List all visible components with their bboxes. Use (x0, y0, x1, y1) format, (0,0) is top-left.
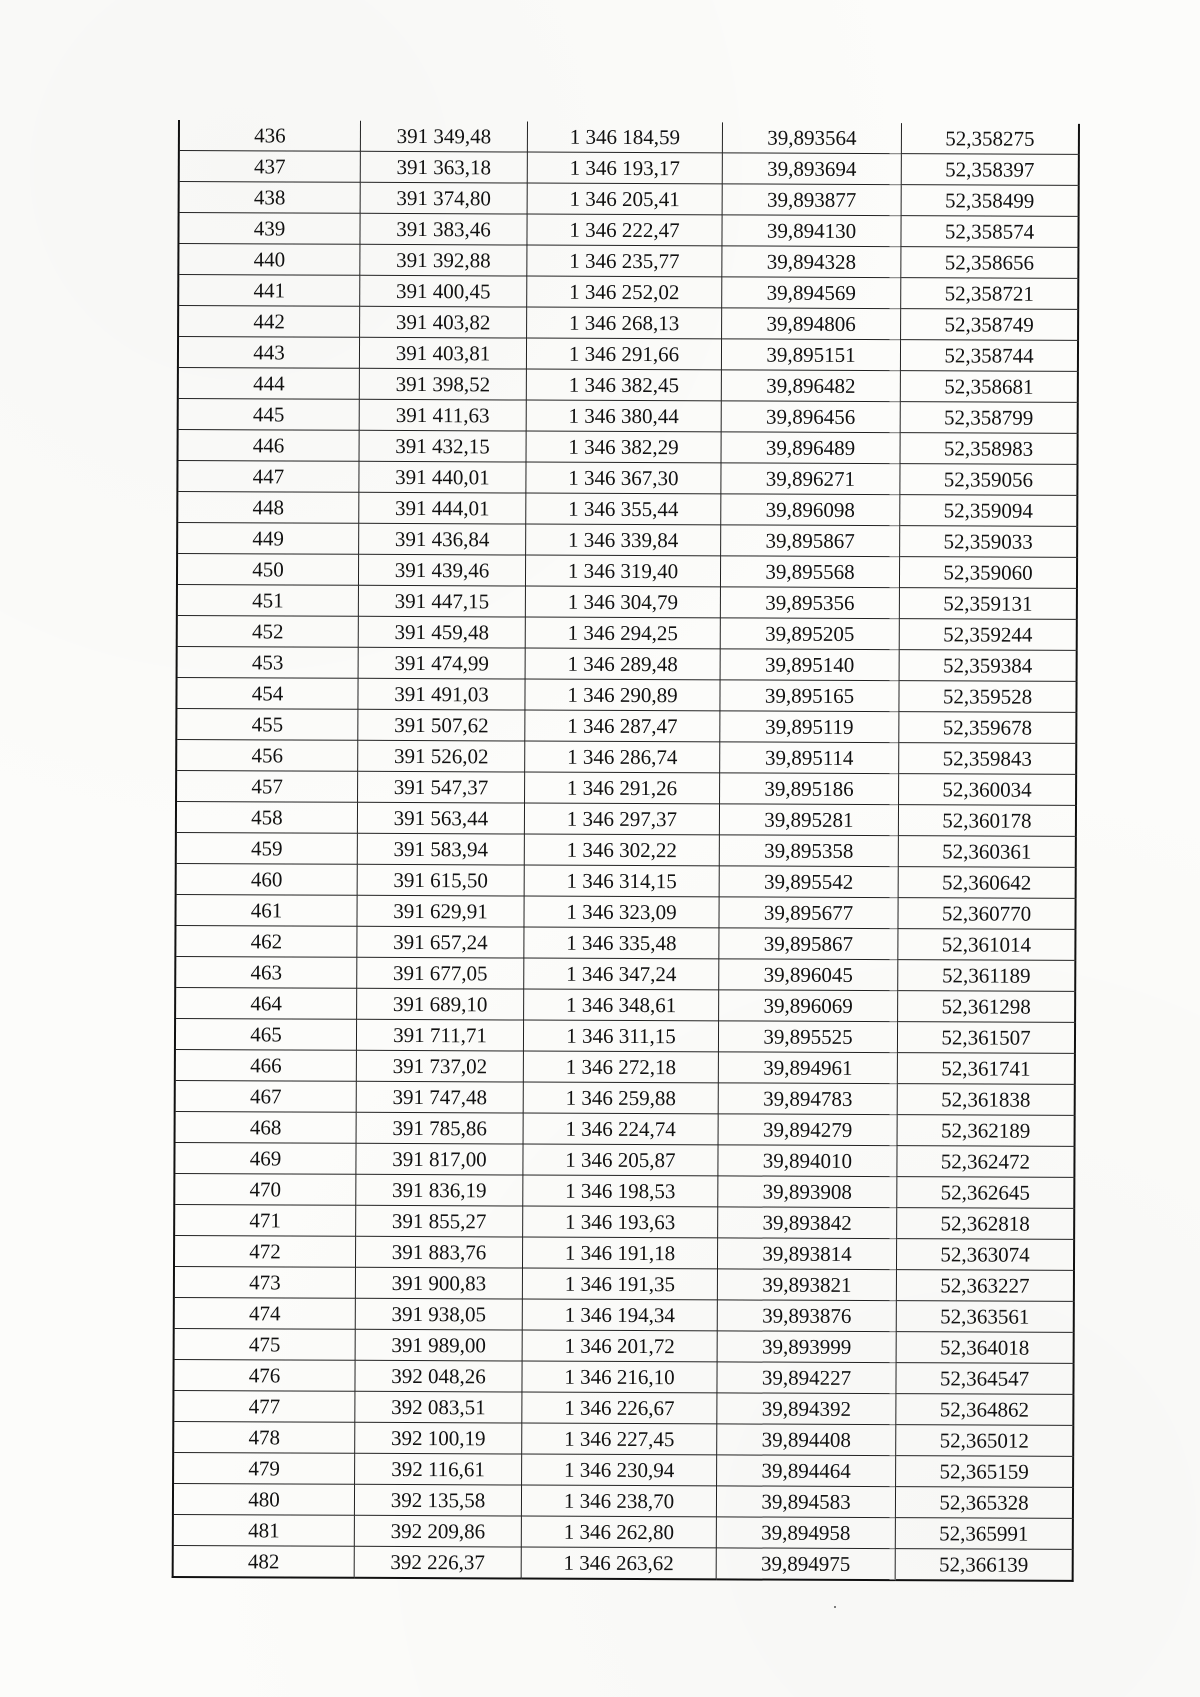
x-coordinate-cell: 392 100,19 (355, 1422, 522, 1454)
point-number-cell: 450 (177, 554, 359, 586)
table-row (178, 368, 1078, 403)
y-coordinate-cell: 1 346 216,10 (522, 1361, 717, 1393)
point-number-cell: 482 (173, 1545, 355, 1577)
table-row (173, 1390, 1073, 1425)
y-coordinate-cell: 1 346 314,15 (524, 865, 719, 897)
y-coordinate-cell: 1 346 380,44 (526, 400, 721, 432)
table-row (173, 1514, 1073, 1549)
table-row (173, 1421, 1073, 1456)
longitude-cell: 39,894569 (722, 277, 901, 309)
longitude-cell: 39,895140 (720, 649, 899, 681)
point-number-cell: 465 (175, 1018, 357, 1050)
table-row (178, 306, 1078, 341)
y-coordinate-cell: 1 346 230,94 (522, 1454, 717, 1486)
latitude-cell: 52,361298 (898, 991, 1076, 1023)
longitude-cell: 39,895542 (719, 866, 898, 898)
point-number-cell: 475 (174, 1328, 356, 1360)
x-coordinate-cell: 391 439,46 (358, 554, 525, 586)
latitude-cell: 52,362645 (897, 1177, 1075, 1209)
longitude-cell: 39,893999 (717, 1331, 896, 1363)
y-coordinate-cell: 1 346 339,84 (526, 524, 721, 556)
x-coordinate-cell: 391 629,91 (357, 895, 524, 927)
y-coordinate-cell: 1 346 272,18 (523, 1051, 718, 1083)
table-row (178, 430, 1078, 465)
table-row (177, 646, 1077, 681)
table-row (177, 615, 1077, 650)
latitude-cell: 52,359033 (900, 526, 1078, 558)
latitude-cell: 52,363074 (896, 1239, 1074, 1271)
table-row (179, 151, 1079, 186)
y-coordinate-cell: 1 346 224,74 (523, 1113, 718, 1145)
longitude-cell: 39,894392 (717, 1393, 896, 1425)
y-coordinate-cell: 1 346 191,35 (522, 1268, 717, 1300)
y-coordinate-cell: 1 346 311,15 (523, 1020, 718, 1052)
y-coordinate-cell: 1 346 227,45 (522, 1423, 717, 1455)
point-number-cell: 449 (177, 523, 359, 555)
longitude-cell: 39,896489 (721, 432, 900, 464)
longitude-cell: 39,895867 (721, 525, 900, 557)
latitude-cell: 52,361014 (898, 929, 1076, 961)
y-coordinate-cell: 1 346 184,59 (527, 122, 722, 153)
y-coordinate-cell: 1 346 235,77 (527, 245, 722, 277)
point-number-cell: 480 (173, 1483, 355, 1515)
x-coordinate-cell: 391 491,03 (358, 678, 525, 710)
table-row (178, 244, 1078, 279)
table-row (176, 677, 1076, 712)
table-row (175, 894, 1075, 929)
y-coordinate-cell: 1 346 289,48 (525, 648, 720, 680)
latitude-cell: 52,360178 (898, 805, 1076, 837)
table-row (175, 956, 1075, 991)
table-row (175, 1018, 1075, 1053)
y-coordinate-cell: 1 346 226,67 (522, 1392, 717, 1424)
y-coordinate-cell: 1 346 355,44 (526, 493, 721, 525)
latitude-cell: 52,362472 (897, 1146, 1075, 1178)
y-coordinate-cell: 1 346 302,22 (524, 834, 719, 866)
table-row (176, 832, 1076, 867)
longitude-cell: 39,896456 (721, 401, 900, 433)
latitude-cell: 52,359843 (899, 743, 1077, 775)
longitude-cell: 39,893908 (718, 1176, 897, 1208)
point-number-cell: 463 (175, 956, 357, 988)
table-row (176, 708, 1076, 743)
longitude-cell: 39,893842 (718, 1207, 897, 1239)
point-number-cell: 439 (178, 213, 360, 245)
y-coordinate-cell: 1 346 205,87 (523, 1144, 718, 1176)
latitude-cell: 52,365991 (895, 1518, 1073, 1550)
table-row (174, 1173, 1074, 1208)
y-coordinate-cell: 1 346 238,70 (521, 1485, 716, 1517)
x-coordinate-cell: 391 583,94 (357, 833, 524, 865)
point-number-cell: 454 (176, 677, 358, 709)
table-row (178, 213, 1078, 248)
y-coordinate-cell: 1 346 367,30 (526, 462, 721, 494)
y-coordinate-cell: 1 346 323,09 (524, 896, 719, 928)
longitude-cell: 39,894130 (722, 215, 901, 247)
x-coordinate-cell: 391 349,48 (360, 121, 527, 152)
latitude-cell: 52,364547 (896, 1363, 1074, 1395)
point-number-cell: 479 (173, 1452, 355, 1484)
table-row (173, 1545, 1073, 1580)
point-number-cell: 445 (178, 399, 360, 431)
y-coordinate-cell: 1 346 259,88 (523, 1082, 718, 1114)
y-coordinate-cell: 1 346 287,47 (525, 710, 720, 742)
x-coordinate-cell: 391 989,00 (355, 1329, 522, 1361)
longitude-cell: 39,896482 (721, 370, 900, 402)
x-coordinate-cell: 391 938,05 (355, 1298, 522, 1330)
longitude-cell: 39,894279 (718, 1114, 897, 1146)
y-coordinate-cell: 1 346 193,63 (523, 1206, 718, 1238)
point-number-cell: 473 (174, 1266, 356, 1298)
longitude-cell: 39,895867 (719, 928, 898, 960)
x-coordinate-cell: 391 563,44 (357, 802, 524, 834)
y-coordinate-cell: 1 346 347,24 (524, 958, 719, 990)
latitude-cell: 52,358574 (901, 216, 1079, 248)
latitude-cell: 52,365159 (896, 1456, 1074, 1488)
x-coordinate-cell: 392 116,61 (355, 1453, 522, 1485)
x-coordinate-cell: 391 657,24 (357, 926, 524, 958)
longitude-cell: 39,893564 (722, 122, 901, 153)
table-row (175, 1111, 1075, 1146)
longitude-cell: 39,894583 (716, 1486, 895, 1518)
point-number-cell: 468 (175, 1111, 357, 1143)
y-coordinate-cell: 1 346 382,29 (526, 431, 721, 463)
latitude-cell: 52,358721 (901, 278, 1079, 310)
y-coordinate-cell: 1 346 294,25 (525, 617, 720, 649)
x-coordinate-cell: 391 711,71 (356, 1019, 523, 1051)
longitude-cell: 39,894010 (718, 1145, 897, 1177)
latitude-cell: 52,359678 (899, 712, 1077, 744)
x-coordinate-cell: 391 817,00 (356, 1143, 523, 1175)
table-row (173, 1483, 1073, 1518)
x-coordinate-cell: 391 447,15 (358, 585, 525, 617)
table-row (176, 739, 1076, 774)
latitude-cell: 52,362818 (897, 1208, 1075, 1240)
longitude-cell: 39,893876 (717, 1300, 896, 1332)
longitude-cell: 39,894958 (716, 1517, 895, 1549)
x-coordinate-cell: 391 398,52 (359, 368, 526, 400)
point-number-cell: 467 (175, 1080, 357, 1112)
x-coordinate-cell: 392 226,37 (354, 1546, 521, 1578)
latitude-cell: 52,361838 (897, 1084, 1075, 1116)
point-number-cell: 466 (175, 1049, 357, 1081)
y-coordinate-cell: 1 346 286,74 (525, 741, 720, 773)
table-row (177, 554, 1077, 589)
longitude-cell: 39,894806 (722, 308, 901, 340)
table-row (178, 337, 1078, 372)
longitude-cell: 39,893694 (722, 153, 901, 185)
y-coordinate-cell: 1 346 319,40 (525, 555, 720, 587)
table-row (175, 987, 1075, 1022)
latitude-cell: 52,358749 (901, 309, 1079, 341)
y-coordinate-cell: 1 346 193,17 (527, 152, 722, 184)
latitude-cell: 52,361507 (897, 1022, 1075, 1054)
y-coordinate-cell: 1 346 262,80 (521, 1516, 716, 1548)
point-number-cell: 440 (178, 244, 360, 276)
x-coordinate-cell: 391 689,10 (357, 988, 524, 1020)
point-number-cell: 458 (176, 801, 358, 833)
longitude-cell: 39,895205 (720, 618, 899, 650)
table-row (175, 925, 1075, 960)
latitude-cell: 52,359244 (899, 619, 1077, 651)
y-coordinate-cell: 1 346 268,13 (527, 307, 722, 339)
table-row (175, 1049, 1075, 1084)
longitude-cell: 39,894975 (716, 1548, 895, 1580)
longitude-cell: 39,895358 (719, 835, 898, 867)
latitude-cell: 52,358681 (900, 371, 1078, 403)
latitude-cell: 52,361741 (897, 1053, 1075, 1085)
point-number-cell: 447 (177, 461, 359, 493)
table-row (177, 461, 1077, 496)
point-number-cell: 462 (175, 925, 357, 957)
table-row (177, 492, 1077, 527)
x-coordinate-cell: 391 737,02 (356, 1050, 523, 1082)
x-coordinate-cell: 391 526,02 (358, 740, 525, 772)
longitude-cell: 39,894464 (717, 1455, 896, 1487)
latitude-cell: 52,359131 (899, 588, 1077, 620)
x-coordinate-cell: 391 440,01 (359, 461, 526, 493)
longitude-cell: 39,896069 (719, 990, 898, 1022)
point-number-cell: 436 (179, 120, 361, 151)
y-coordinate-cell: 1 346 252,02 (527, 276, 722, 308)
longitude-cell: 39,895677 (719, 897, 898, 929)
x-coordinate-cell: 391 459,48 (358, 616, 525, 648)
point-number-cell: 448 (177, 492, 359, 524)
point-number-cell: 437 (179, 151, 361, 183)
longitude-cell: 39,895356 (720, 587, 899, 619)
y-coordinate-cell: 1 346 291,66 (526, 338, 721, 370)
x-coordinate-cell: 391 677,05 (357, 957, 524, 989)
point-number-cell: 441 (178, 275, 360, 307)
latitude-cell: 52,364862 (896, 1394, 1074, 1426)
longitude-cell: 39,894961 (718, 1052, 897, 1084)
x-coordinate-cell: 391 392,88 (360, 244, 527, 276)
longitude-cell: 39,895151 (721, 339, 900, 371)
point-number-cell: 461 (175, 894, 357, 926)
longitude-cell: 39,894783 (718, 1083, 897, 1115)
x-coordinate-cell: 391 432,15 (359, 430, 526, 462)
table-row (174, 1235, 1074, 1270)
x-coordinate-cell: 391 403,81 (359, 337, 526, 369)
point-number-cell: 453 (177, 646, 359, 678)
latitude-cell: 52,366139 (895, 1549, 1073, 1581)
latitude-cell: 52,358499 (901, 185, 1079, 217)
latitude-cell: 52,358744 (900, 340, 1078, 372)
y-coordinate-cell: 1 346 290,89 (525, 679, 720, 711)
table-row (175, 1080, 1075, 1115)
latitude-cell: 52,358983 (900, 433, 1078, 465)
x-coordinate-cell: 392 135,58 (354, 1484, 521, 1516)
longitude-cell: 39,893814 (717, 1238, 896, 1270)
x-coordinate-cell: 391 900,83 (355, 1267, 522, 1299)
y-coordinate-cell: 1 346 205,41 (527, 183, 722, 215)
table-row (179, 120, 1079, 154)
x-coordinate-cell: 391 615,50 (357, 864, 524, 896)
longitude-cell: 39,895119 (720, 711, 899, 743)
y-coordinate-cell: 1 346 198,53 (523, 1175, 718, 1207)
x-coordinate-cell: 391 883,76 (355, 1236, 522, 1268)
y-coordinate-cell: 1 346 263,62 (521, 1547, 716, 1579)
latitude-cell: 52,358656 (901, 247, 1079, 279)
point-number-cell: 472 (174, 1235, 356, 1267)
longitude-cell: 39,895568 (720, 556, 899, 588)
x-coordinate-cell: 391 363,18 (360, 151, 527, 183)
y-coordinate-cell: 1 346 194,34 (522, 1299, 717, 1331)
longitude-cell: 39,894408 (717, 1424, 896, 1456)
latitude-cell: 52,363227 (896, 1270, 1074, 1302)
latitude-cell: 52,365012 (896, 1425, 1074, 1457)
point-number-cell: 442 (178, 306, 360, 338)
table-row (178, 275, 1078, 310)
longitude-cell: 39,893877 (722, 184, 901, 216)
x-coordinate-cell: 391 785,86 (356, 1112, 523, 1144)
point-number-cell: 444 (178, 368, 360, 400)
latitude-cell: 52,359094 (900, 495, 1078, 527)
table-row (176, 863, 1076, 898)
table-row (174, 1328, 1074, 1363)
point-number-cell: 438 (179, 182, 361, 214)
point-number-cell: 477 (173, 1390, 355, 1422)
point-number-cell: 457 (176, 770, 358, 802)
latitude-cell: 52,360770 (898, 898, 1076, 930)
x-coordinate-cell: 392 209,86 (354, 1515, 521, 1547)
table-row (174, 1266, 1074, 1301)
longitude-cell: 39,896098 (721, 494, 900, 526)
table-row (177, 584, 1077, 619)
latitude-cell: 52,360034 (899, 774, 1077, 806)
point-number-cell: 469 (174, 1142, 356, 1174)
x-coordinate-cell: 391 436,84 (359, 523, 526, 555)
longitude-cell: 39,895114 (720, 742, 899, 774)
latitude-cell: 52,358799 (900, 402, 1078, 434)
y-coordinate-cell: 1 346 297,37 (524, 803, 719, 835)
x-coordinate-cell: 391 374,80 (360, 182, 527, 214)
point-number-cell: 459 (176, 832, 358, 864)
x-coordinate-cell: 391 400,45 (360, 275, 527, 307)
x-coordinate-cell: 391 855,27 (356, 1205, 523, 1237)
longitude-cell: 39,895186 (720, 773, 899, 805)
x-coordinate-cell: 391 411,63 (359, 399, 526, 431)
coordinates-table-body (173, 120, 1079, 1581)
latitude-cell: 52,358397 (901, 154, 1079, 186)
point-number-cell: 474 (174, 1297, 356, 1329)
point-number-cell: 456 (176, 739, 358, 771)
longitude-cell: 39,895281 (719, 804, 898, 836)
x-coordinate-cell: 391 747,48 (356, 1081, 523, 1113)
table-row (176, 801, 1076, 836)
point-number-cell: 464 (175, 987, 357, 1019)
x-coordinate-cell: 392 083,51 (355, 1391, 522, 1423)
point-number-cell: 478 (173, 1421, 355, 1453)
table-row (173, 1452, 1073, 1487)
latitude-cell: 52,359056 (900, 464, 1078, 496)
latitude-cell: 52,361189 (898, 960, 1076, 992)
scan-speck (834, 1606, 836, 1608)
point-number-cell: 455 (176, 708, 358, 740)
y-coordinate-cell: 1 346 222,47 (527, 214, 722, 246)
x-coordinate-cell: 391 403,82 (360, 306, 527, 338)
point-number-cell: 481 (173, 1514, 355, 1546)
x-coordinate-cell: 391 383,46 (360, 213, 527, 245)
y-coordinate-cell: 1 346 335,48 (524, 927, 719, 959)
point-number-cell: 471 (174, 1204, 356, 1236)
latitude-cell: 52,362189 (897, 1115, 1075, 1147)
x-coordinate-cell: 391 547,37 (358, 771, 525, 803)
point-number-cell: 443 (178, 337, 360, 369)
x-coordinate-cell: 392 048,26 (355, 1360, 522, 1392)
coordinates-table (172, 120, 1080, 1582)
latitude-cell: 52,364018 (896, 1332, 1074, 1364)
x-coordinate-cell: 391 507,62 (358, 709, 525, 741)
point-number-cell: 476 (173, 1359, 355, 1391)
x-coordinate-cell: 391 836,19 (356, 1174, 523, 1206)
point-number-cell: 460 (176, 863, 358, 895)
longitude-cell: 39,896045 (719, 959, 898, 991)
longitude-cell: 39,896271 (721, 463, 900, 495)
table-row (174, 1297, 1074, 1332)
longitude-cell: 39,894328 (722, 246, 901, 278)
latitude-cell: 52,363561 (896, 1301, 1074, 1333)
latitude-cell: 52,358275 (901, 123, 1079, 154)
y-coordinate-cell: 1 346 291,26 (525, 772, 720, 804)
latitude-cell: 52,359528 (899, 681, 1077, 713)
latitude-cell: 52,360361 (898, 836, 1076, 868)
table-row (173, 1359, 1073, 1394)
point-number-cell: 470 (174, 1173, 356, 1205)
longitude-cell: 39,894227 (717, 1362, 896, 1394)
table-row (177, 523, 1077, 558)
table-row (178, 399, 1078, 434)
y-coordinate-cell: 1 346 191,18 (522, 1237, 717, 1269)
point-number-cell: 452 (177, 615, 359, 647)
y-coordinate-cell: 1 346 201,72 (522, 1330, 717, 1362)
latitude-cell: 52,360642 (898, 867, 1076, 899)
longitude-cell: 39,895525 (718, 1021, 897, 1053)
y-coordinate-cell: 1 346 382,45 (526, 369, 721, 401)
y-coordinate-cell: 1 346 304,79 (525, 586, 720, 618)
table-row (174, 1142, 1074, 1177)
y-coordinate-cell: 1 346 348,61 (524, 989, 719, 1021)
x-coordinate-cell: 391 474,99 (358, 647, 525, 679)
point-number-cell: 451 (177, 584, 359, 616)
table-row (179, 182, 1079, 217)
longitude-cell: 39,895165 (720, 680, 899, 712)
latitude-cell: 52,365328 (895, 1487, 1073, 1519)
latitude-cell: 52,359384 (899, 650, 1077, 682)
latitude-cell: 52,359060 (899, 557, 1077, 589)
table-row (174, 1204, 1074, 1239)
x-coordinate-cell: 391 444,01 (359, 492, 526, 524)
longitude-cell: 39,893821 (717, 1269, 896, 1301)
point-number-cell: 446 (178, 430, 360, 462)
table-row (176, 770, 1076, 805)
